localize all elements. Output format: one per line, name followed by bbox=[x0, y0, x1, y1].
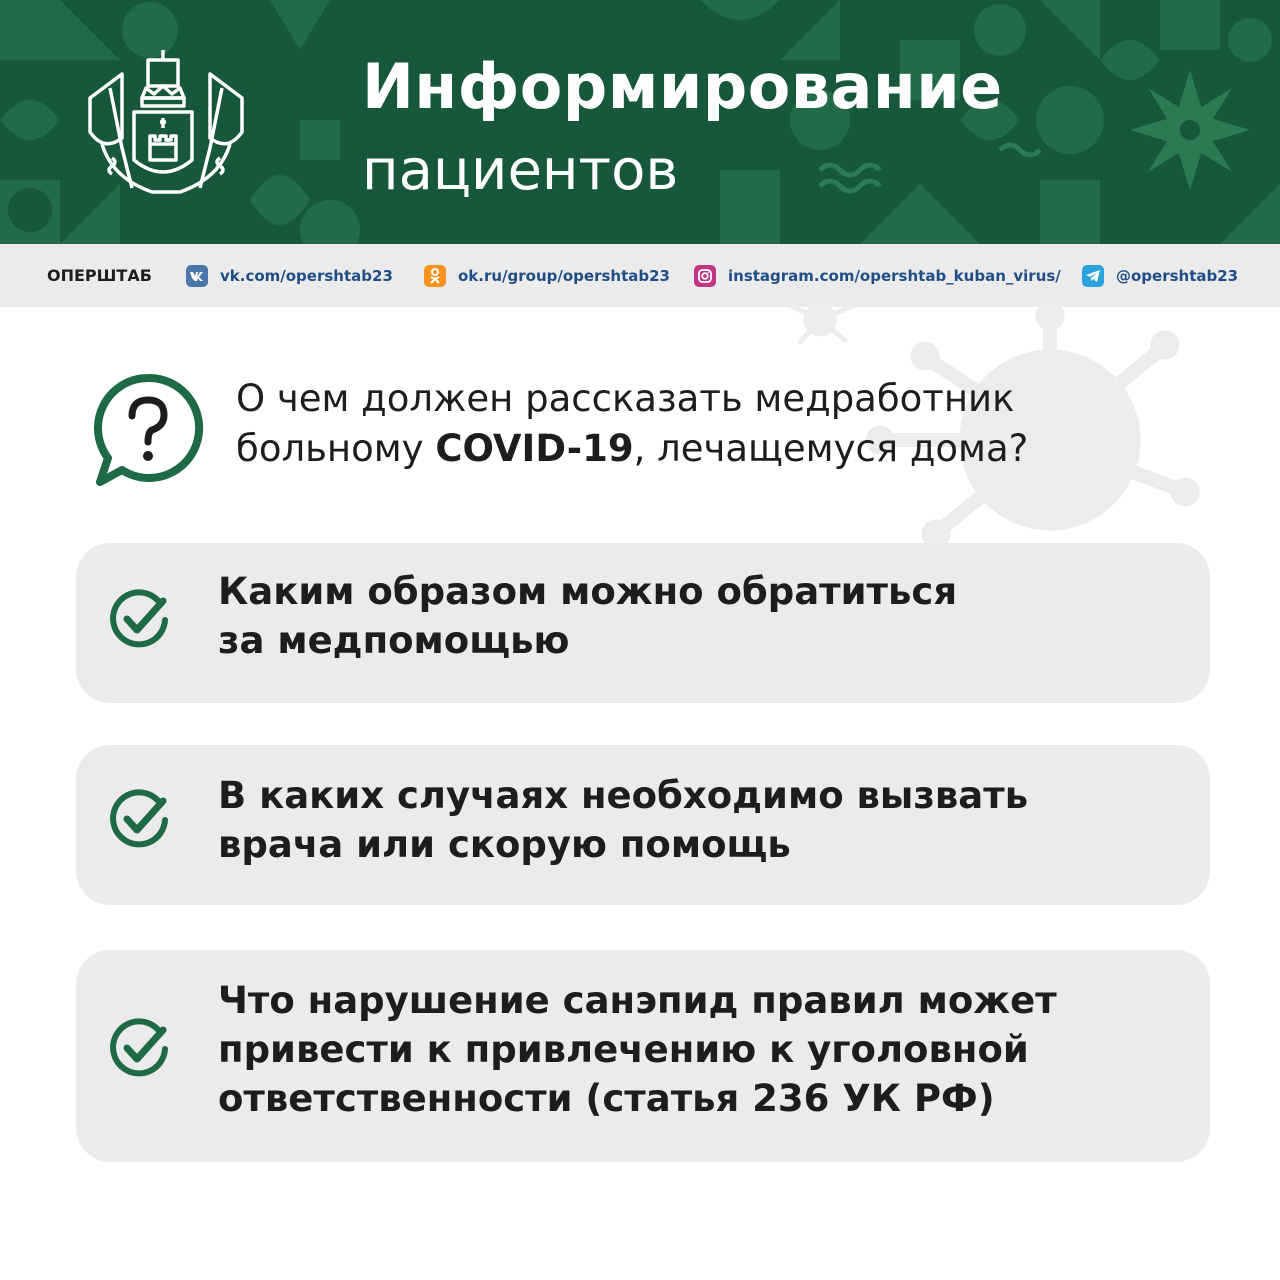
kuban-coat-of-arms-icon bbox=[82, 48, 250, 200]
check-circle-icon bbox=[108, 1018, 170, 1080]
info-card-text: Каким образом можно обратиться за медпомощью bbox=[218, 570, 958, 662]
header-banner bbox=[0, 0, 1280, 244]
page-subtitle: пациентов bbox=[362, 138, 679, 203]
info-card-3 bbox=[76, 950, 1210, 1162]
info-card-1 bbox=[76, 543, 1210, 703]
social-links-bar bbox=[0, 244, 1280, 307]
social-link-label: vk.com/opershtab23 bbox=[220, 267, 393, 285]
question-line-2: больному COVID-19, лечащемуся дома? bbox=[236, 427, 1029, 470]
covid-highlight: COVID-19 bbox=[435, 427, 634, 470]
info-card-text: В каких случаях необходимо вызвать врача или скорую помощь bbox=[218, 774, 1029, 866]
question-bubble-icon bbox=[92, 372, 204, 488]
vk-icon bbox=[186, 265, 208, 287]
social-link-vk[interactable] bbox=[186, 263, 393, 289]
social-link-label: @opershtab23 bbox=[1116, 267, 1239, 285]
telegram-icon bbox=[1082, 265, 1104, 287]
social-link-telegram[interactable] bbox=[1082, 263, 1238, 289]
social-link-label: instagram.com/opershtab_kuban_virus/ bbox=[728, 267, 1061, 285]
social-link-ok[interactable] bbox=[424, 263, 670, 289]
social-link-label: ok.ru/group/opershtab23 bbox=[458, 267, 670, 285]
question-text bbox=[236, 374, 1136, 474]
info-card-2 bbox=[76, 745, 1210, 905]
page-title: Информирование bbox=[362, 50, 1003, 123]
check-circle-icon bbox=[108, 789, 170, 851]
instagram-icon bbox=[694, 265, 716, 287]
brand-label: ОПЕРШТАБ bbox=[47, 266, 152, 285]
question-line-1: О чем должен рассказать медработник bbox=[236, 377, 1015, 420]
check-circle-icon bbox=[108, 589, 170, 651]
social-link-instagram[interactable] bbox=[694, 263, 1061, 289]
odnoklassniki-icon bbox=[424, 265, 446, 287]
info-card-text: Что нарушение санэпид правил может привести к привлечению к уголовной ответственности (статья 236 УК РФ) bbox=[218, 979, 1057, 1120]
